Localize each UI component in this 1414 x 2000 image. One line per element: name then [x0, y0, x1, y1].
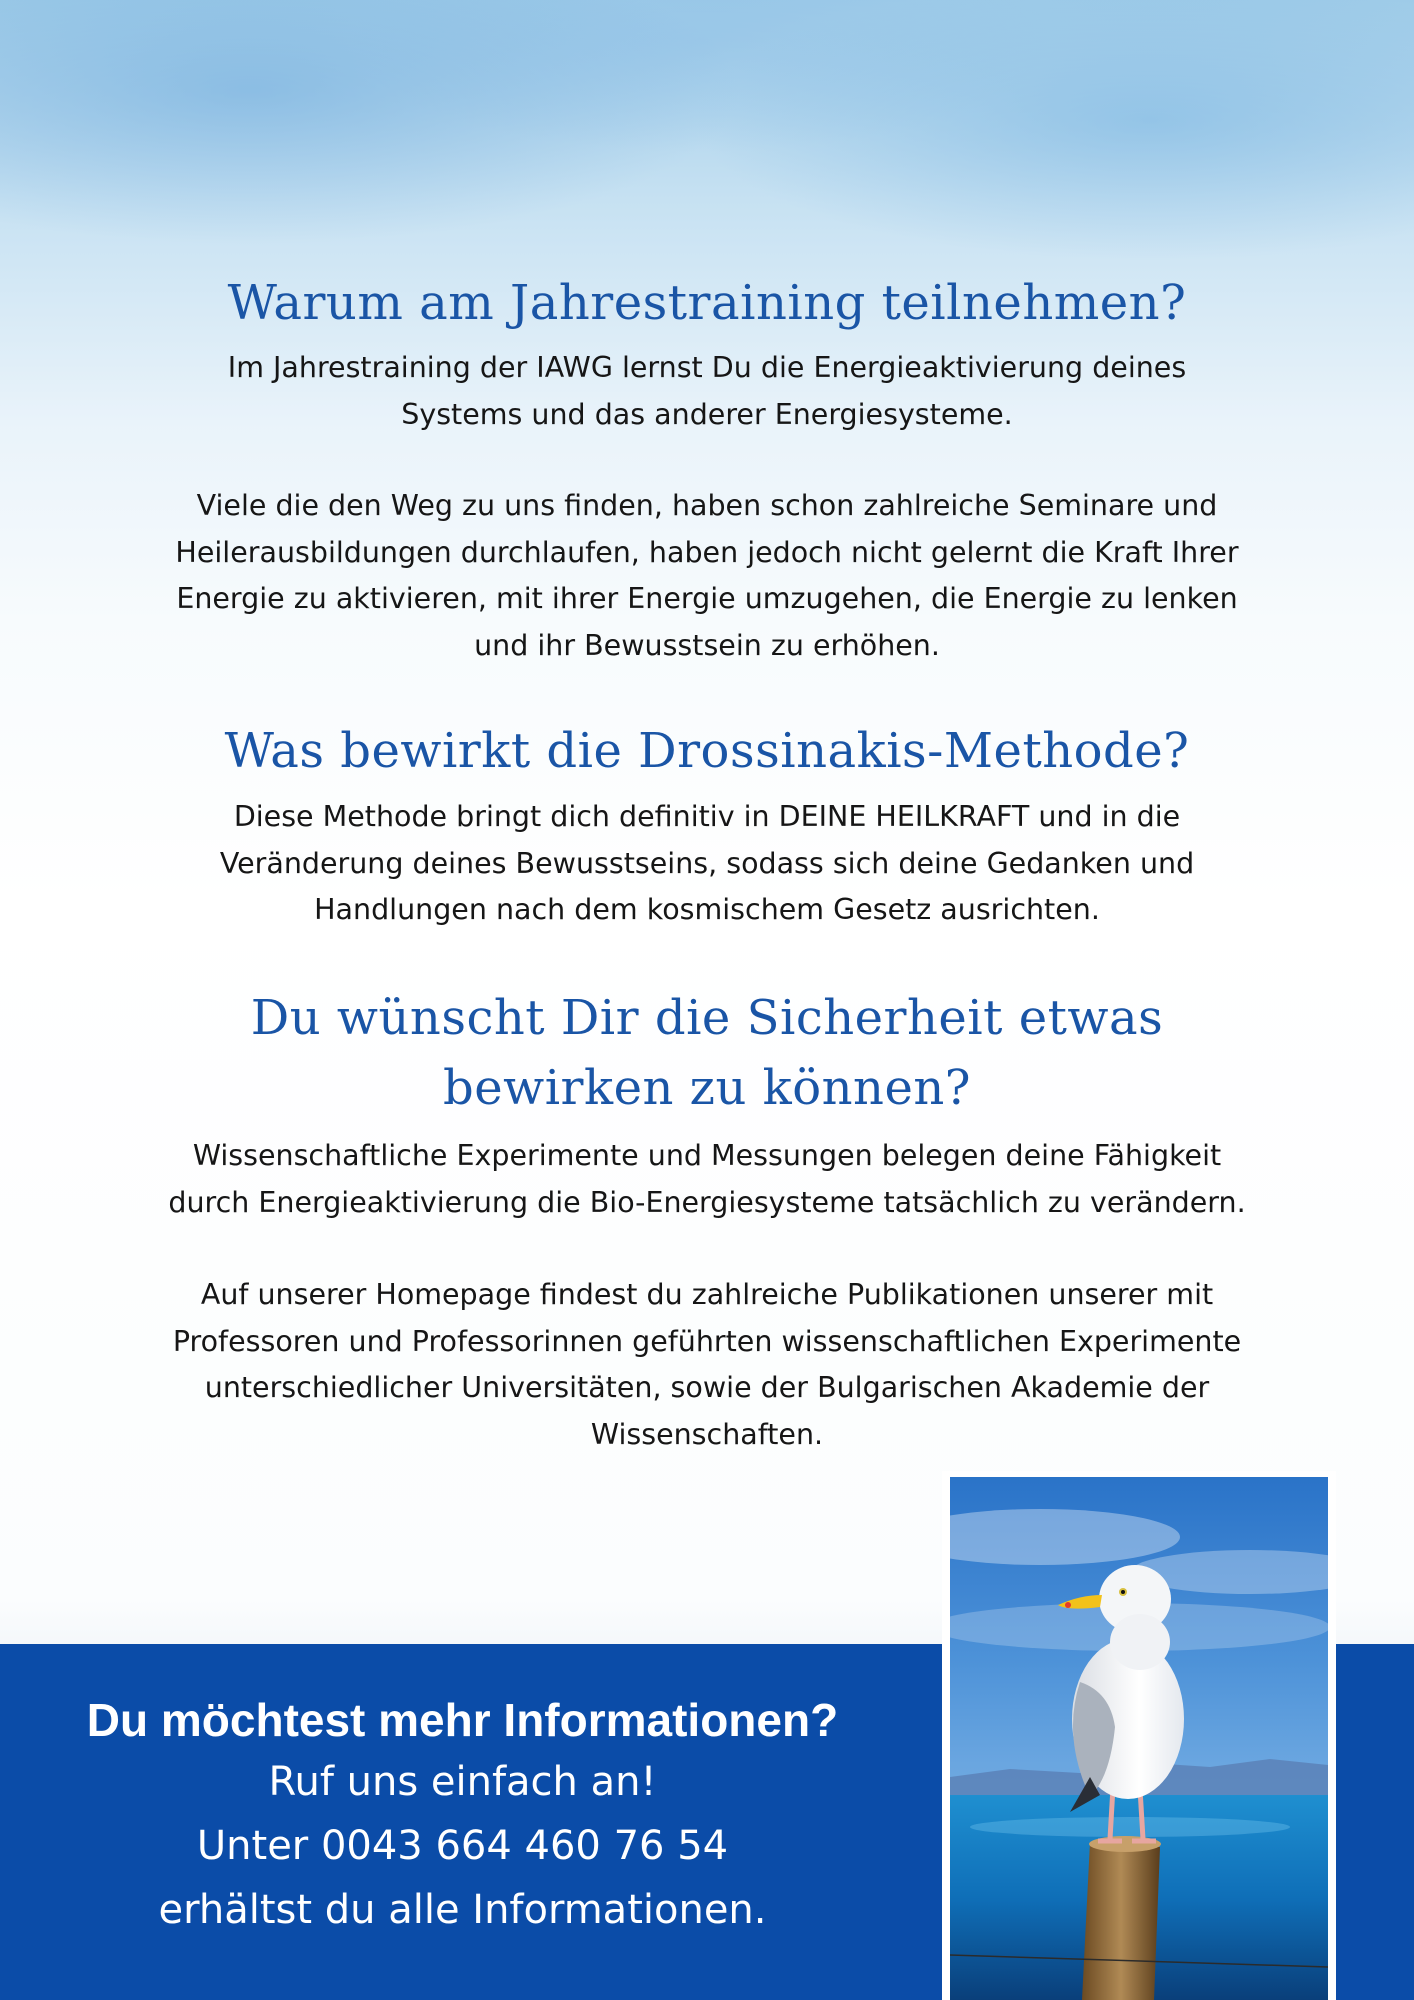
- text-line: Im Jahrestraining der IAWG lernst Du die Energieaktivierung deines: [227, 351, 1187, 384]
- paragraph-method: [140, 794, 1274, 934]
- text-line: Handlungen nach dem kosmischem Gesetz ausrichten.: [314, 893, 1100, 926]
- section-method: [140, 716, 1274, 786]
- heading-certainty-line1: Du wünscht Dir die Sicherheit etwas: [250, 990, 1164, 1046]
- text-line: Energie zu aktivieren, mit ihrer Energie umzugehen, die Energie zu lenken: [176, 582, 1238, 615]
- section-certainty: [140, 983, 1274, 1123]
- text-line: und ihr Bewusstsein zu erhöhen.: [474, 628, 940, 662]
- seagull-photo: [942, 1471, 1336, 2000]
- text-line: Viele die den Weg zu uns finden, haben schon zahlreiche Seminare und: [196, 489, 1218, 522]
- text-line: Wissenschaftliche Experimente und Messungen belegen deine Fähigkeit: [192, 1139, 1222, 1172]
- text-line: Diese Methode bringt dich definitiv in DEINE HEILKRAFT und in die: [233, 800, 1181, 833]
- text-line: Heilerausbildungen durchlaufen, haben jedoch nicht gelernt die Kraft Ihrer: [175, 535, 1239, 569]
- contact-cta: [0, 1690, 925, 1942]
- text-line: Wissenschaften.: [590, 1417, 824, 1451]
- paragraph-training-intro: [140, 345, 1274, 438]
- paragraph-publications: [140, 1272, 1274, 1458]
- cta-call-text: Ruf uns einfach an!: [268, 1759, 657, 1805]
- cta-title: Du möchtest mehr Informationen?: [86, 1694, 839, 1746]
- cta-info-text: erhältst du alle Informationen.: [158, 1887, 767, 1933]
- text-line: Professoren und Professorinnen geführten wissenschaftlichen Experimente: [172, 1324, 1242, 1358]
- heading-certainty-line2: bewirken zu können?: [442, 1060, 971, 1116]
- heading-method: Was bewirkt die Drossinakis-Methode?: [224, 723, 1190, 779]
- text-line: unterschiedlicher Universitäten, sowie der Bulgarischen Akademie der: [204, 1371, 1210, 1404]
- cta-phone-number: Unter 0043 664 460 76 54: [196, 1823, 729, 1869]
- text-line: durch Energieaktivierung die Bio-Energiesysteme tatsächlich zu verändern.: [168, 1185, 1246, 1219]
- section-why-training: [140, 268, 1274, 338]
- seagull-image: [950, 1477, 1328, 2000]
- paragraph-experiments: [140, 1133, 1274, 1226]
- text-line: Auf unserer Homepage findest du zahlreiche Publikationen unserer mit: [200, 1278, 1214, 1311]
- heading-why-training: Warum am Jahrestraining teilnehmen?: [227, 275, 1187, 331]
- text-line: Veränderung deines Bewusstseins, sodass sich deine Gedanken und: [219, 846, 1195, 880]
- text-line: Systems und das anderer Energiesysteme.: [401, 397, 1013, 431]
- paragraph-training-details: [140, 483, 1274, 669]
